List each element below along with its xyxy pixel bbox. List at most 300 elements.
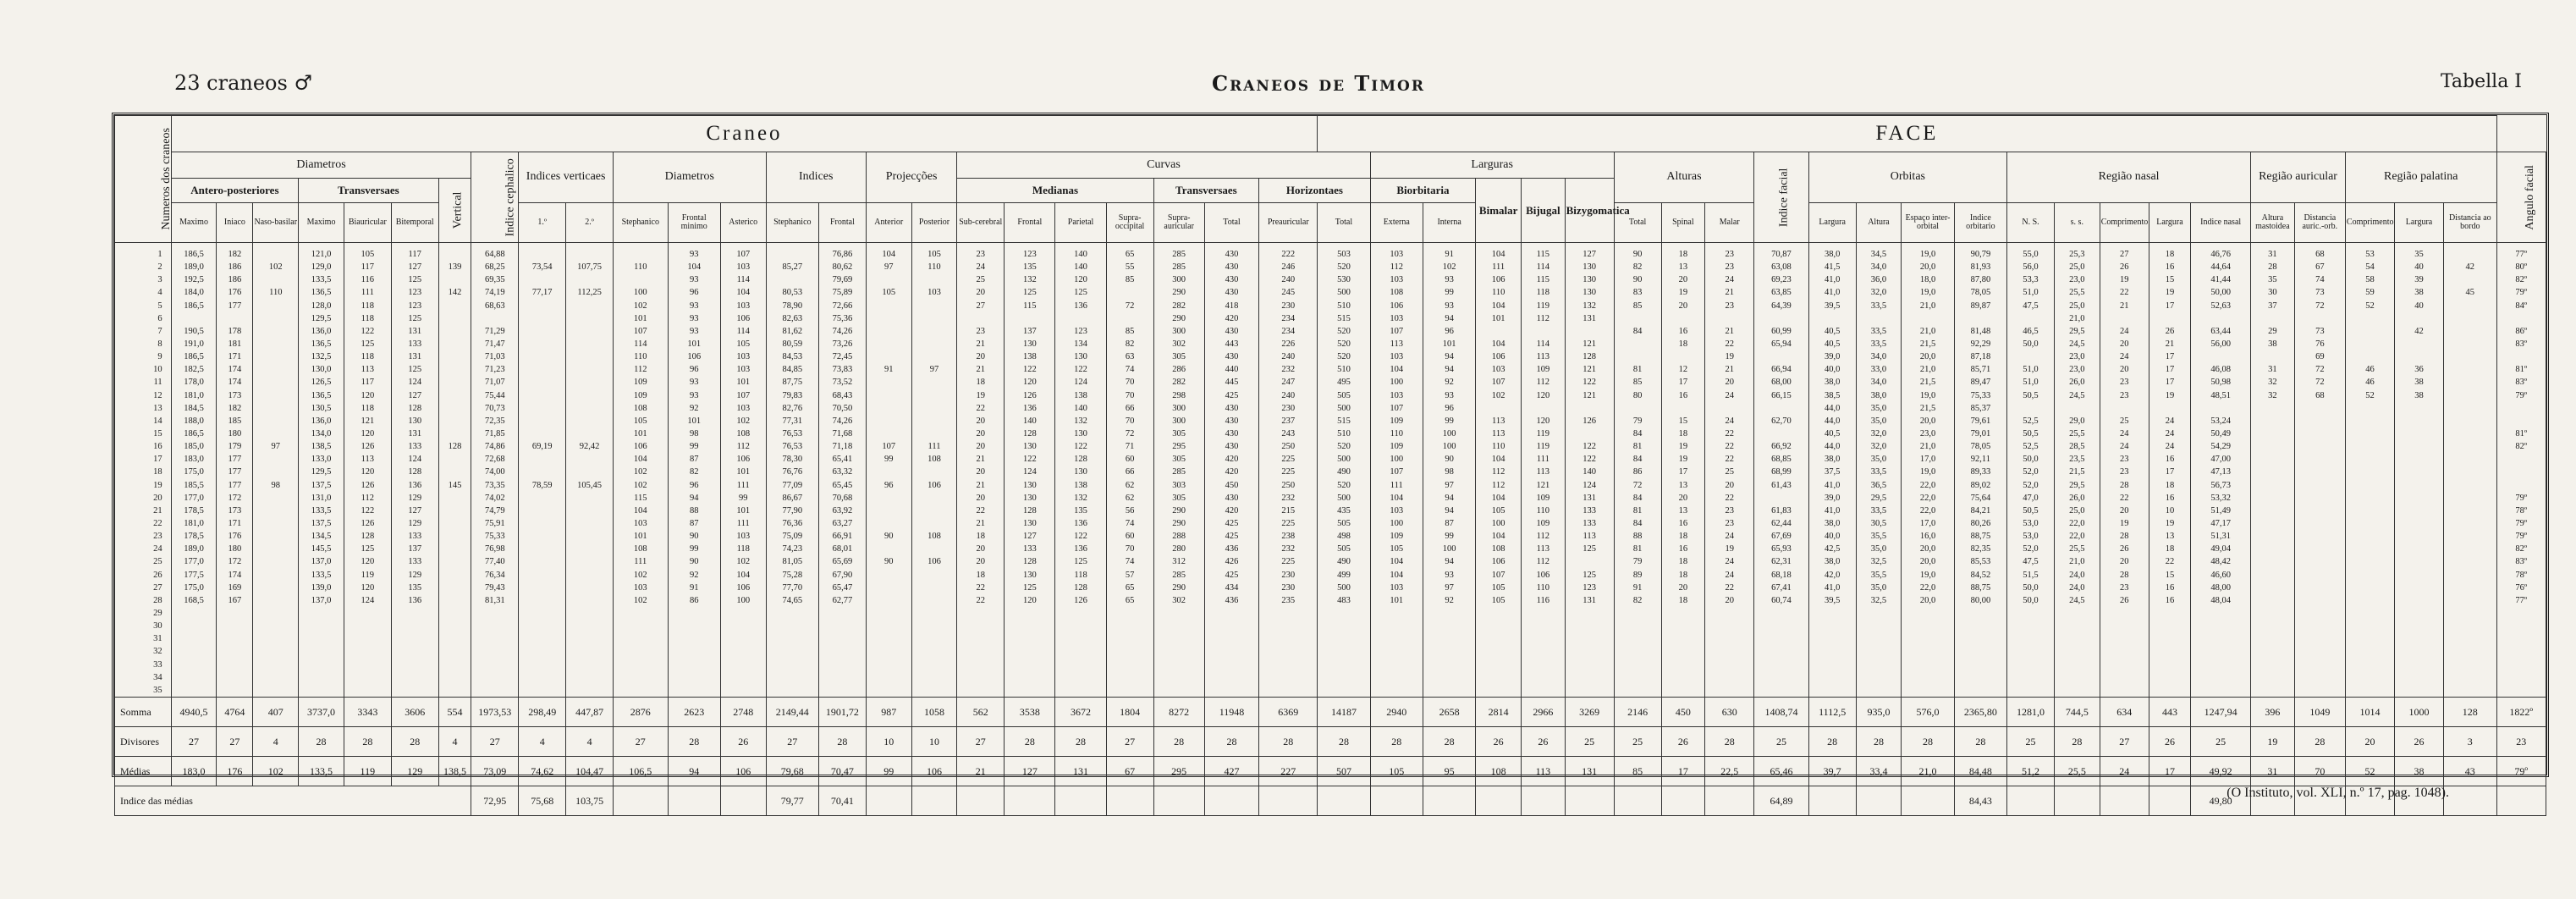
cell: 104: [1491, 250, 1505, 259]
divisores-value: 10: [911, 726, 957, 756]
cell: 21,0: [1919, 442, 1936, 452]
cell: 112: [1536, 557, 1550, 567]
cell: [1566, 555, 1613, 568]
cell: 111: [634, 557, 647, 567]
cell: 107: [633, 326, 647, 336]
cell: 102: [736, 557, 751, 567]
cell: 168,5: [184, 595, 204, 605]
empty-cell: [720, 786, 766, 815]
cell: 104: [736, 570, 751, 580]
cell: 230: [1281, 403, 1296, 413]
cell: [913, 389, 956, 402]
cell: 4: [157, 288, 162, 298]
cell: 68: [2315, 250, 2325, 259]
cell: [913, 415, 956, 427]
cell: [2252, 530, 2293, 543]
cell: 25: [153, 557, 162, 567]
cell: 520: [1337, 262, 1351, 273]
cell: 19: [976, 390, 986, 400]
cell: 17: [153, 455, 162, 465]
cell: 46,08: [2210, 365, 2231, 375]
cell: [913, 312, 956, 325]
cell: 13: [1678, 480, 1688, 490]
cell: 97: [883, 262, 894, 273]
cell: 16: [2165, 595, 2175, 605]
cell: 41,5: [1824, 262, 1841, 273]
cell: 102: [633, 301, 647, 311]
cell: 113: [361, 365, 375, 375]
cell: 47,5: [2023, 557, 2039, 567]
cell: [2296, 312, 2344, 325]
cell: 425: [1225, 570, 1239, 580]
medias-value: 133,5: [299, 756, 344, 786]
cell: [520, 402, 564, 415]
cell: 118: [1536, 288, 1550, 298]
cell: 79,69: [832, 275, 853, 285]
cell: [2252, 569, 2293, 582]
cell: [2445, 389, 2496, 402]
medias-value: 95: [1423, 756, 1475, 786]
cell: 186,5: [184, 250, 204, 259]
cell: 136,5: [311, 288, 332, 298]
cell: 25: [1725, 467, 1734, 477]
cell: [440, 555, 471, 568]
cell: 131: [1582, 595, 1597, 605]
somma-value: 1901,72: [818, 697, 866, 726]
cell: [2396, 402, 2442, 415]
cell: 240: [1281, 352, 1296, 362]
cell: 42,0: [1824, 570, 1841, 580]
cell: 282: [1172, 301, 1186, 311]
cell: 186,5: [184, 301, 204, 311]
header-transversaes-2: Transversaes: [1153, 179, 1259, 203]
cell: [2498, 453, 2545, 466]
cell: 77,31: [782, 416, 803, 426]
somma-value: 407: [253, 697, 299, 726]
cell: 140: [1022, 416, 1037, 426]
cell: 430: [1225, 326, 1239, 336]
cell: 130: [1582, 288, 1597, 298]
cell: 124: [1074, 378, 1087, 388]
cell: 28: [2119, 480, 2129, 490]
cell: 50,5: [2023, 505, 2039, 516]
leaf-header: Altura mastoidea: [2251, 203, 2295, 243]
cell: 77,09: [782, 480, 803, 490]
cell: 82º: [2515, 275, 2528, 285]
column-ids: [115, 243, 172, 698]
column-bio-ext: [1370, 243, 1423, 698]
cell: 430: [1225, 275, 1239, 285]
cell: 85: [1125, 326, 1135, 336]
cell: 32,0: [1870, 442, 1887, 452]
cell: 23: [153, 532, 162, 542]
medias-value: 22,5: [1705, 756, 1754, 786]
cell: 102: [736, 416, 751, 426]
cell: 250: [1281, 480, 1296, 490]
leaf-header: Distancia auric.-orb.: [2294, 203, 2345, 243]
cell: 22,0: [1919, 493, 1936, 503]
cell: 122: [1022, 455, 1037, 465]
cell: 110: [634, 262, 647, 273]
cell: 91: [883, 365, 894, 375]
cell: 39: [2414, 275, 2424, 285]
cell: 77,70: [782, 582, 803, 593]
cell: 520: [1337, 352, 1351, 362]
cell: 127: [1022, 532, 1037, 542]
column-subcer: [957, 243, 1005, 698]
cell: [254, 248, 297, 261]
column-proj-ant: [866, 243, 911, 698]
cell: 21: [2119, 301, 2129, 311]
cell: [2101, 312, 2148, 325]
cell: 99: [739, 493, 748, 503]
cell: 18: [1678, 250, 1688, 259]
medias-value: 119: [344, 756, 391, 786]
cell: [1477, 402, 1520, 415]
empty-cell: [668, 786, 720, 815]
divisores-value: 4: [519, 726, 566, 756]
cell: [1706, 402, 1753, 415]
empty-cell: [2496, 786, 2546, 815]
cell: [2498, 350, 2545, 363]
cell: 142: [448, 288, 462, 298]
cell: 124: [361, 595, 375, 605]
cell: 87,18: [1970, 352, 1991, 362]
cell: 128,0: [311, 301, 332, 311]
cell: [254, 594, 297, 607]
cell: [440, 569, 471, 582]
cell: [254, 338, 297, 350]
cell: 112: [736, 442, 750, 452]
cell: 121: [1582, 365, 1597, 375]
cell: 20: [1678, 582, 1688, 593]
cell: 20: [2119, 339, 2129, 349]
cell: 72: [1632, 480, 1643, 490]
cell: 38,0: [1870, 390, 1887, 400]
divisores-value: 28: [391, 726, 438, 756]
cell: [2008, 402, 2053, 415]
cell: [440, 543, 471, 555]
cell: 84,85: [782, 365, 803, 375]
cell: 48,04: [2210, 595, 2231, 605]
cell: 107: [1390, 467, 1404, 477]
divisores-value: 27: [171, 726, 217, 756]
cell: 430: [1225, 288, 1239, 298]
cell: 24: [2119, 326, 2129, 336]
cell: 131: [408, 352, 422, 362]
cell: 72,68: [484, 455, 505, 465]
cell: 92: [1445, 378, 1454, 388]
cell: 31: [2268, 250, 2277, 259]
divisores-value: 28: [1705, 726, 1754, 756]
cell: 234: [1281, 313, 1296, 323]
column-ind-facial: [1754, 243, 1809, 698]
cell: 125: [408, 275, 422, 285]
cell: [2252, 312, 2293, 325]
cell: 75,91: [484, 518, 505, 528]
cell: 181,0: [184, 390, 204, 400]
cell: 101: [736, 378, 751, 388]
cell: 29,5: [2069, 326, 2085, 336]
cell: 189,0: [184, 544, 204, 554]
cell: 88,75: [1970, 582, 1991, 593]
cell: 81: [1632, 442, 1643, 452]
cell: [440, 582, 471, 594]
cell: [2445, 273, 2496, 286]
cell: 186,5: [184, 352, 204, 362]
empty-cell: [1614, 786, 1661, 815]
cell: 34,5: [1870, 250, 1887, 259]
cell: [913, 427, 956, 440]
cell: 185,5: [184, 480, 204, 490]
cell: 230: [1281, 301, 1296, 311]
cell: [567, 338, 612, 350]
cell: 105: [361, 250, 375, 259]
somma-value: 8272: [1153, 697, 1204, 726]
cell: 73,83: [832, 365, 853, 375]
cell: 42: [2414, 326, 2424, 336]
cell: [867, 376, 911, 389]
medias-value: 73,09: [471, 756, 519, 786]
cell: 139,0: [311, 582, 332, 593]
cell: 137: [1022, 326, 1037, 336]
medias-value: 74,62: [519, 756, 566, 786]
column-bizyg: [1565, 243, 1614, 698]
cell: 108: [927, 532, 941, 542]
cell: 112: [1390, 262, 1403, 273]
cell: [567, 248, 612, 261]
cell: 87: [689, 518, 699, 528]
cell: 100: [1442, 442, 1456, 452]
cell: [2347, 466, 2393, 478]
cell: 490: [1337, 557, 1351, 567]
somma-value: 443: [2149, 697, 2190, 726]
cell: 100: [736, 595, 751, 605]
cell: 113: [1536, 467, 1550, 477]
cell: 20: [976, 557, 986, 567]
somma-value: 4940,5: [171, 697, 217, 726]
cell: 104: [633, 505, 647, 516]
cell: 17,0: [1919, 455, 1936, 465]
cell: 26: [153, 570, 162, 580]
cell: 22: [976, 505, 986, 516]
cell: 28: [2268, 262, 2277, 273]
cell: 136,0: [311, 326, 332, 336]
cell: [520, 427, 564, 440]
cell: [1566, 325, 1613, 338]
cell: [520, 350, 564, 363]
cell: [867, 312, 911, 325]
somma-value: 11948: [1204, 697, 1259, 726]
cell: [567, 492, 612, 505]
leaf-header: Bitemporal: [391, 203, 438, 243]
cell: [1902, 312, 1952, 325]
cell: [254, 505, 297, 517]
cell: [1706, 312, 1753, 325]
cell: 14: [153, 416, 162, 426]
cell: 94: [1445, 313, 1454, 323]
cell: [520, 325, 564, 338]
cell: 96: [1445, 326, 1454, 336]
cell: 74: [1125, 557, 1135, 567]
cell: 26: [2119, 544, 2129, 554]
cell: 56,0: [2023, 262, 2039, 273]
cell: [254, 312, 297, 325]
column-malar: [1705, 243, 1754, 698]
cell: 93: [1445, 390, 1454, 400]
cell: 18: [976, 570, 986, 580]
header-bijugal: Bijugal: [1522, 179, 1566, 243]
cell: [2296, 555, 2344, 568]
leaf-header: Frontal minimo: [668, 203, 720, 243]
cell: [867, 300, 911, 312]
cell: 33: [153, 659, 162, 670]
cell: 109: [1390, 416, 1404, 426]
cell: 290: [1172, 582, 1186, 593]
cell: [913, 492, 956, 505]
cell: 134: [1074, 339, 1087, 349]
cell: 98: [689, 428, 699, 438]
cell: 21: [976, 339, 986, 349]
column-supraaur: [1153, 243, 1204, 698]
cell: 70: [1125, 544, 1135, 554]
cell: 20,0: [1919, 352, 1936, 362]
cell: 2: [157, 262, 162, 273]
cell: 122: [1074, 532, 1087, 542]
cell: [2396, 505, 2442, 517]
somma-value: 1973,53: [471, 697, 519, 726]
indice-medias-nasal: 49,80: [2191, 786, 2251, 815]
cell: 64,39: [1771, 301, 1792, 311]
divisores-value: 27: [217, 726, 253, 756]
cell: [520, 389, 564, 402]
cell: 45: [2465, 288, 2475, 298]
cell: 49,04: [2210, 544, 2231, 554]
cell: 21: [153, 505, 162, 516]
cell: 121: [361, 416, 375, 426]
cell: 128: [1022, 557, 1037, 567]
cell: [2445, 402, 2496, 415]
cell: 520: [1337, 480, 1351, 490]
cell: [520, 300, 564, 312]
cell: 18: [2165, 544, 2175, 554]
cell: 285: [1172, 467, 1186, 477]
cell: [440, 402, 471, 415]
cell: 238: [1281, 532, 1296, 542]
leaf-header: Indice orbitario: [1954, 203, 2006, 243]
column-orb-ind: [1954, 243, 2006, 698]
divisores-value: 26: [1661, 726, 1705, 756]
cell: 39,0: [1824, 493, 1841, 503]
cell: 191,0: [184, 339, 204, 349]
cell: 181: [228, 339, 242, 349]
cell: [2445, 479, 2496, 492]
cell: 86: [689, 595, 699, 605]
cell: 106: [1390, 301, 1404, 311]
indice-medias-facial: 64,89: [1754, 786, 1809, 815]
cell: 80,00: [1970, 595, 1991, 605]
cell: [1663, 402, 1704, 415]
cell: 122: [1022, 365, 1037, 375]
cell: 130: [1022, 493, 1037, 503]
cell: 173: [228, 505, 242, 516]
cell: [2296, 569, 2344, 582]
somma-value: 128: [2444, 697, 2497, 726]
cell: 78,59: [531, 480, 553, 490]
cell: [913, 376, 956, 389]
cell: 114: [1536, 262, 1550, 273]
cell: 103: [633, 518, 647, 528]
cell: [520, 338, 564, 350]
cell: 68,00: [1771, 378, 1792, 388]
cell: 83: [1632, 288, 1643, 298]
empty-cell: [1055, 786, 1106, 815]
leaf-header: Indice nasal: [2191, 203, 2251, 243]
cell: 86: [1632, 467, 1643, 477]
cell: 430: [1225, 250, 1239, 259]
indice-medias-front: 70,41: [818, 786, 866, 815]
cell: 111: [1536, 455, 1549, 465]
somma-value: 1000: [2394, 697, 2443, 726]
somma-value: 447,87: [566, 697, 614, 726]
cell: 91: [689, 582, 699, 593]
cell: 71,29: [484, 326, 505, 336]
cell: 110: [1491, 288, 1505, 298]
cell: 130: [1022, 480, 1037, 490]
cell: 24: [2119, 428, 2129, 438]
somma-value: 3538: [1005, 697, 1055, 726]
cell: 39,5: [1824, 301, 1841, 311]
column-frontal-min: [668, 243, 720, 698]
empty-cell: [1808, 786, 1856, 815]
cell: [2252, 555, 2293, 568]
cell: 48,42: [2210, 557, 2231, 567]
cell: [2396, 530, 2442, 543]
cell: 118: [1074, 570, 1087, 580]
cell: 65,93: [1771, 544, 1792, 554]
column-stephanico: [614, 243, 669, 698]
cell: 79,61: [1970, 416, 1991, 426]
cell: [913, 582, 956, 594]
cell: 136,5: [311, 390, 332, 400]
cell: 20: [2119, 557, 2129, 567]
header-bizygomatica: Bizygomatica: [1565, 179, 1614, 243]
cell: 71,85: [484, 428, 505, 438]
cell: [1005, 312, 1054, 325]
cell: 63,85: [1771, 288, 1792, 298]
cell: 188,0: [184, 416, 204, 426]
cell: 109: [633, 390, 647, 400]
cell: 21: [976, 518, 986, 528]
cell: 22: [1725, 582, 1734, 593]
somma-value: 1408,74: [1754, 697, 1809, 726]
cell: 107: [1491, 570, 1505, 580]
cell: 24,5: [2069, 595, 2085, 605]
cell: 40,5: [1824, 326, 1841, 336]
cell: [2347, 530, 2393, 543]
cell: 23: [2119, 378, 2129, 388]
cell: 103: [633, 582, 647, 593]
cell: 110: [269, 288, 283, 298]
cell: [2347, 402, 2393, 415]
cell: 133,5: [311, 275, 332, 285]
cell: 19,0: [1919, 390, 1936, 400]
cell: 18: [1678, 339, 1688, 349]
cell: 140: [1074, 250, 1087, 259]
cell: 69,35: [484, 275, 505, 285]
cell: [1108, 312, 1153, 325]
cell: 285: [1172, 250, 1186, 259]
